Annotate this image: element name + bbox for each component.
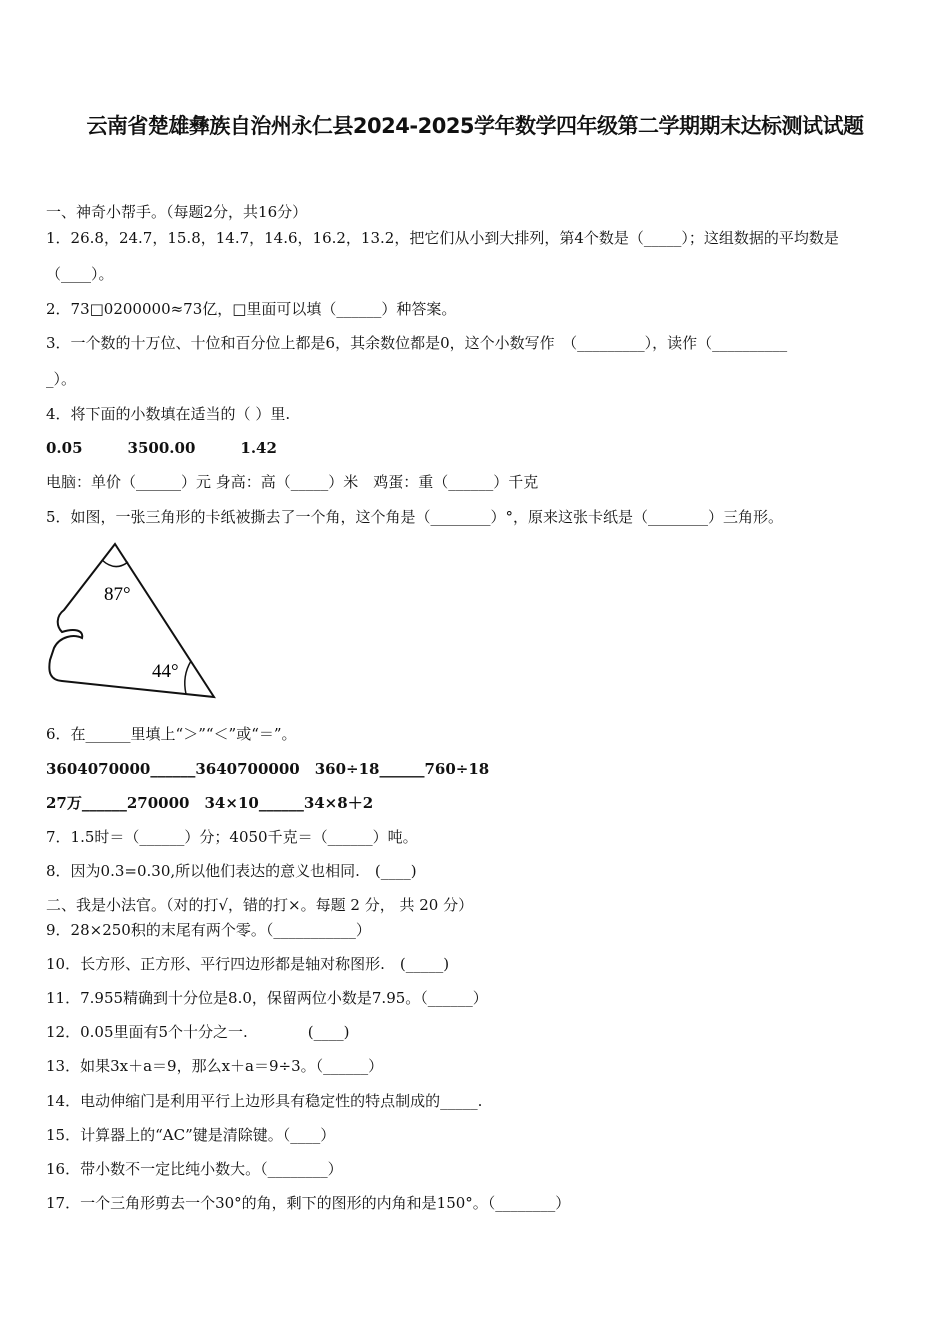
top-angle-arc bbox=[102, 560, 128, 567]
question-6: 6．在______里填上“＞”“＜”或“＝”。 bbox=[46, 725, 297, 743]
question-4-blanks: 电脑：单价（______）元 身高：高（_____）米 鸡蛋：重（______）千克 bbox=[46, 473, 539, 491]
question-6-row-1: 3604070000______3640700000 360÷18______760÷18 bbox=[46, 760, 490, 778]
section-heading-2: 二、我是小法官。（对的打√，错的打×。每题 2 分， 共 20 分） bbox=[46, 896, 474, 914]
bottom-angle-arc bbox=[185, 661, 191, 694]
question-11: 11．7.955精确到十分位是8.0，保留两位小数是7.95。（______） bbox=[46, 989, 488, 1007]
question-17: 17．一个三角形剪去一个30°的角，剩下的图形的内角和是150°。（________） bbox=[46, 1194, 571, 1212]
section-heading: 一、神奇小帮手。（每题2分，共16分） bbox=[46, 203, 308, 221]
question-15: 15．计算器上的“AC”键是清除键。（____） bbox=[46, 1126, 336, 1144]
question-16: 16．带小数不一定比纯小数大。（________） bbox=[46, 1160, 343, 1178]
question-12: 12．0.05里面有5个十分之一. (____) bbox=[46, 1023, 350, 1041]
question-5: 5．如图，一张三角形的卡纸被撕去了一个角，这个角是（________）°，原来这张卡纸是（________）三角形。 bbox=[46, 508, 784, 526]
question-4-values: 0.05 3500.00 1.42 bbox=[46, 439, 277, 457]
question-3: 3．一个数的十万位、十位和百分位上都是6，其余数位都是0，这个小数写作 （_________），读作（__________ bbox=[46, 334, 788, 352]
question-13: 13．如果3x＋a＝9，那么x＋a＝9÷3。（______） bbox=[46, 1057, 384, 1075]
question-4: 4．将下面的小数填在适当的（ ）里. bbox=[46, 405, 291, 423]
angle-44-label: 44° bbox=[152, 661, 179, 682]
torn-triangle-figure bbox=[44, 540, 219, 705]
question-1: 1．26.8，24.7，15.8，14.7，14.6，16.2，13.2，把它们从小到大排列，第4个数是（_____）；这组数据的平均数是 bbox=[46, 229, 839, 247]
question-3-cont: _）。 bbox=[46, 370, 77, 388]
question-10: 10．长方形、正方形、平行四边形都是轴对称图形. (_____) bbox=[46, 955, 450, 973]
question-8: 8．因为0.3=0.30,所以他们表达的意义也相同. (____) bbox=[46, 862, 417, 880]
question-6-row-2: 27万______270000 34×10______34×8＋2 bbox=[46, 794, 374, 812]
question-9: 9．28×250积的末尾有两个零。（___________） bbox=[46, 921, 371, 939]
triangle-outline bbox=[49, 544, 214, 697]
question-1-cont: （____）。 bbox=[46, 265, 114, 283]
page-title: 云南省楚雄彝族自治州永仁县2024-2025学年数学四年级第二学期期末达标测试试题 bbox=[86, 114, 864, 138]
question-2: 2．73□0200000≈73亿，□里面可以填（______）种答案。 bbox=[46, 300, 457, 318]
question-14: 14．电动伸缩门是利用平行上边形具有稳定性的特点制成的_____. bbox=[46, 1092, 483, 1110]
angle-87-label: 87° bbox=[104, 584, 131, 605]
question-7: 7．1.5时＝（______）分；4050千克＝（______）吨。 bbox=[46, 828, 418, 846]
